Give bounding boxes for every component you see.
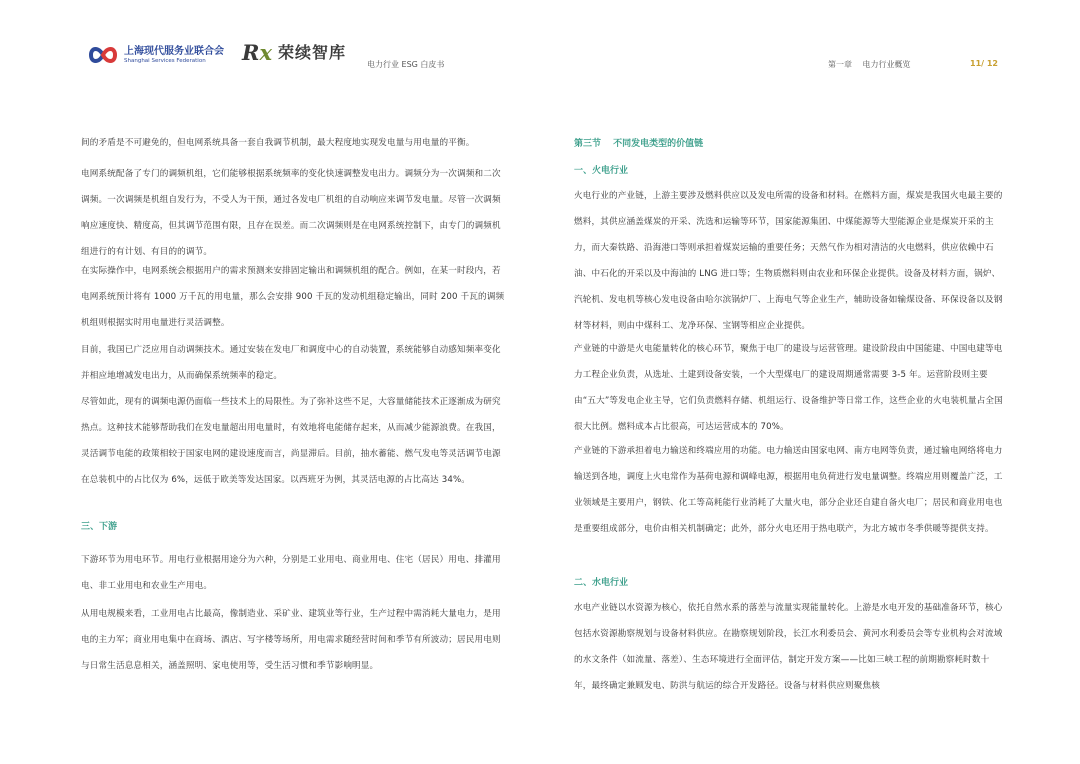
rx-logo-mark: Rx [242, 40, 272, 65]
rongxu-think-tank-logo [242, 40, 346, 66]
think-tank-name: 荣续智库 [277, 43, 346, 62]
paragraph: 产业链的下游承担着电力输送和终端应用的功能。电力输送由国家电网、南方电网等负责，通过输电网络将电力输送到各地，调度上火电常作为基荷电源和调峰电源，根据用电负荷进行发电量调整。终端应用则覆盖广泛，工业领域是主要用户，钢铁、化工等高耗能行业消耗了大量火电，部分企业还自建自备火电厂；居民和商业用电也是重要组成部分，电价由相关机制确定；此外，部分火电还用于热电联产，为北方城市冬季供暖等提供支持。 [574, 446, 1003, 534]
federation-emblem-icon [88, 43, 118, 67]
paragraph: 间的矛盾是不可避免的，但电网系统具备一套自我调节机制，最大程度地实现发电量与用电量的平衡。 [81, 138, 475, 148]
section-heading: 一、火电行业 [574, 166, 629, 176]
section-heading: 二、水电行业 [574, 578, 629, 588]
paragraph: 在实际操作中，电网系统会根据用户的需求预测来安排固定输出和调频机组的配合。例如，在某一时段内，若电网系统预计将有 1000 万千瓦的用电量，那么会安排 900 千瓦的发动机组稳定输出，同时 200 千瓦的调频机组则根据实时用电量进行灵活调整。 [81, 266, 505, 328]
paragraph: 水电产业链以水资源为核心，依托自然水系的落差与流量实现能量转化。上游是水电开发的基础准备环节，核心包括水资源勘察规划与设备材料供应。在勘察规划阶段，长江水利委员会、黄河水利委员会等专业机构会对流域的水文条件（如流量、落差）、生态环境进行全面评估，制定开发方案——比如三峡工程的前期勘察耗时数十年，最终确定兼顾发电、防洪与航运的综合开发路径。设备与材料供应则聚焦核 [574, 603, 1003, 691]
page-header [0, 0, 1080, 90]
federation-name-cn: 上海现代服务业联合会 [124, 45, 224, 57]
chapter-label: 第一章 电力行业概览 [828, 60, 911, 69]
paragraph: 火电行业的产业链，上游主要涉及燃料供应以及发电所需的设备和材料。在燃料方面，煤炭是我国火电最主要的燃料，其供应涵盖煤炭的开采、洗选和运输等环节，国家能源集团、中煤能源等大型能源企业是煤炭开采的主力，而大秦铁路、沿海港口等则承担着煤炭运输的重要任务；天然气作为相对清洁的火电燃料，供应依赖中石油、中石化的开采以及中海油的 LNG 进口等；生物质燃料则由农业和环保企业提供。设备及材料方面，锅炉、汽轮机、发电机等核心发电设备由哈尔滨锅炉厂、上海电气等企业生产，辅助设备如输煤设备、环保设备以及钢材等材料，则由中煤科工、龙净环保、宝钢等相应企业提供。 [574, 191, 1003, 331]
section-heading: 三、下游 [81, 522, 118, 532]
page-number: 11/ 12 [970, 59, 998, 68]
section-title: 第三节 不同发电类型的价值链 [574, 139, 704, 149]
document-title: 电力行业 ESG 白皮书 [367, 60, 445, 69]
paragraph: 尽管如此，现有的调频电源仍面临一些技术上的局限性。为了弥补这些不足，大容量储能技术正逐渐成为研究热点。这种技术能够帮助我们在发电量超出用电量时，有效地将电能储存起来，从而减少能源浪费。在我国，灵活调节电能的政策相较于国家电网的建设速度而言，尚显滞后。目前，抽水蓄能、燃气发电等灵活调节电源在总装机中的占比仅为 6%，远低于欧美等发达国家。以西班牙为例，其灵活电源的占比高达 34%。 [81, 397, 501, 485]
shanghai-services-federation-logo [88, 43, 224, 67]
federation-name-en: Shanghai Services Federation [124, 57, 206, 64]
paragraph: 产业链的中游是火电能量转化的核心环节，聚焦于电厂的建设与运营管理。建设阶段由中国能建、中国电建等电力工程企业负责，从选址、土建到设备安装，一个大型煤电厂的建设周期通常需要 3-5 年。运营阶段则主要由“五大”等发电企业主导，它们负责燃料存储、机组运行、设备维护等日常工作，这些企业的火电装机量占全国很大比例。燃料成本占比很高，可达运营成本的 70%。 [574, 344, 1003, 432]
paragraph: 目前，我国已广泛应用自动调频技术。通过安装在发电厂和调度中心的自动装置，系统能够自动感知频率变化并相应地增减发电出力，从而确保系统频率的稳定。 [81, 345, 501, 381]
paragraph: 下游环节为用电环节。用电行业根据用途分为六种，分别是工业用电、商业用电、住宅（居民）用电、排灌用电、非工业用电和农业生产用电。 [81, 555, 501, 591]
paragraph: 从用电规模来看，工业用电占比最高，像制造业、采矿业、建筑业等行业，生产过程中需消耗大量电力，是用电的主力军；商业用电集中在商场、酒店、写字楼等场所，用电需求随经营时间和季节有所波动；居民用电则与日常生活息息相关，涵盖照明、家电使用等，受生活习惯和季节影响明显。 [81, 609, 501, 671]
paragraph: 电网系统配备了专门的调频机组，它们能够根据系统频率的变化快速调整发电出力。调频分为一次调频和二次调频。一次调频是机组自发行为，不受人为干预，通过各发电厂机组的自动响应来调节发电量。尽管一次调频响应速度快、精度高，但其调节范围有限，且存在误差。而二次调频则是在电网系统控制下，由专门的调频机组进行的有计划、有目的的调节。 [81, 169, 501, 257]
